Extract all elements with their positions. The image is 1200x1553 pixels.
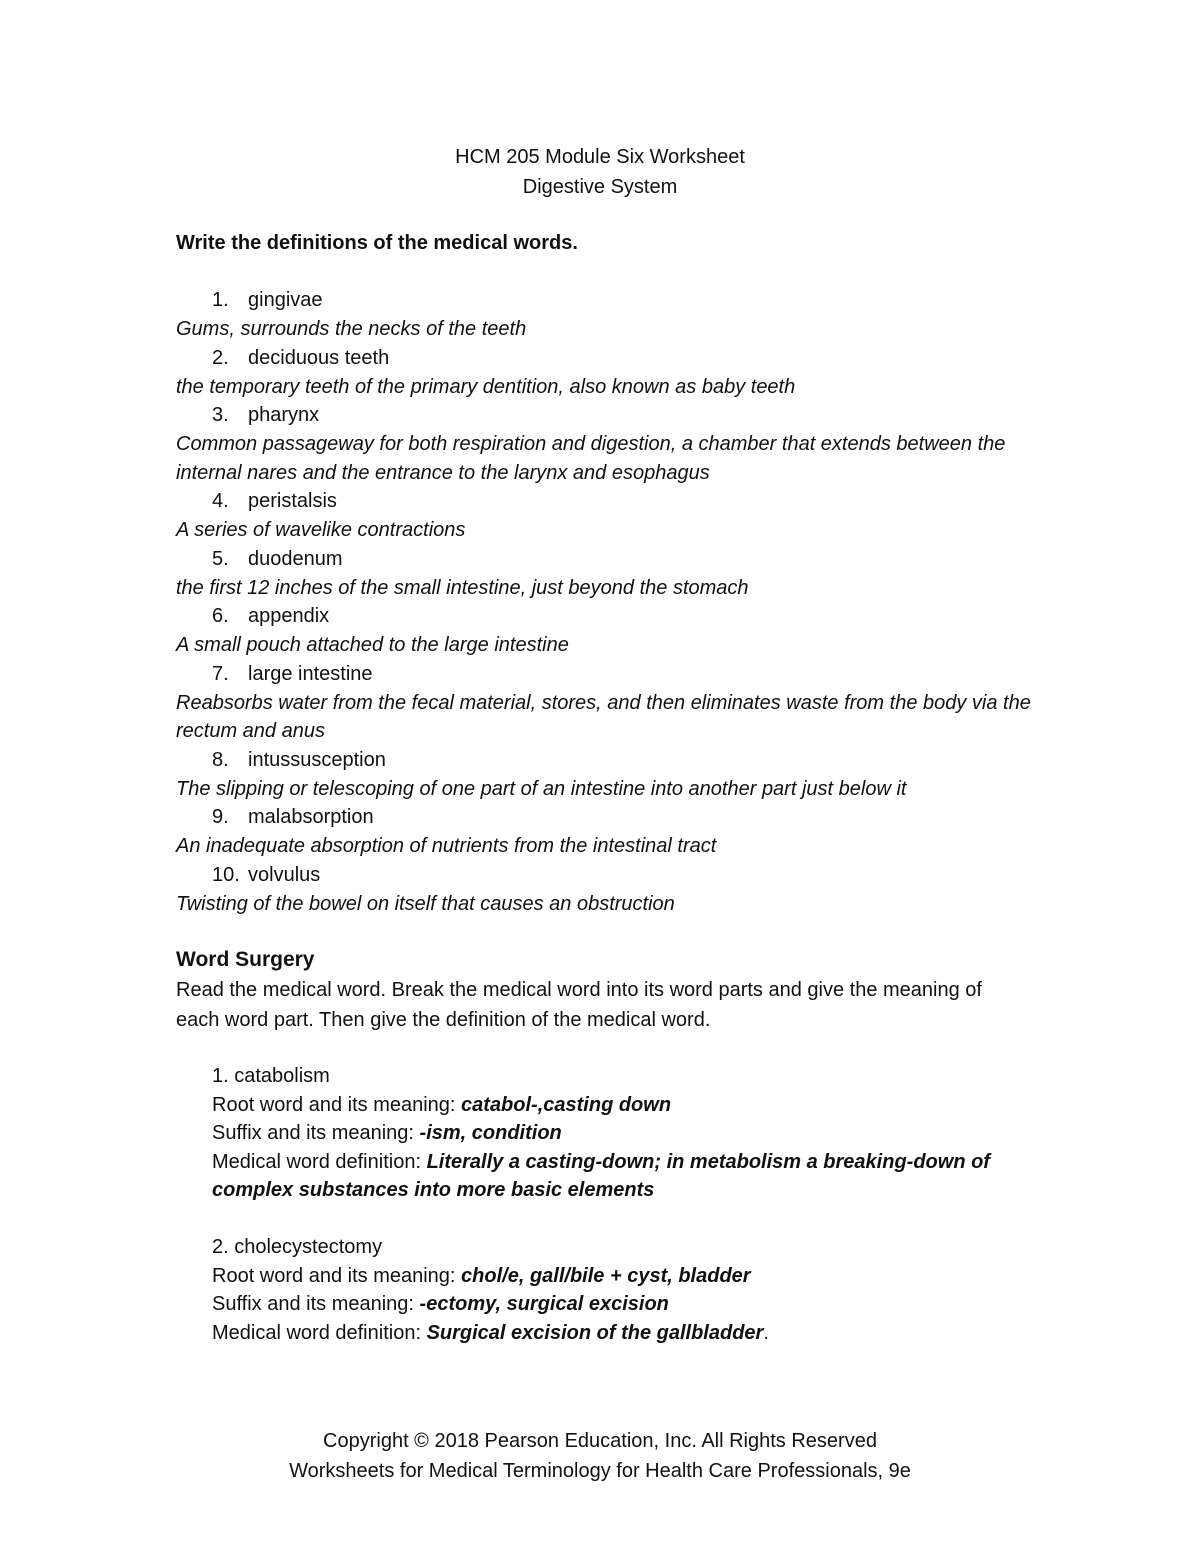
definition-answer: Reabsorbs water from the fecal material, stores, and then eliminates waste from the body via the rectum and anus (176, 691, 1031, 742)
definition-answer: Gums, surrounds the necks of the teeth (176, 318, 527, 340)
definition-answer: An inadequate absorption of nutrients from the intestinal tract (176, 835, 717, 857)
page-subtitle: Digestive System (522, 176, 678, 198)
definition-item (176, 803, 1056, 861)
definition-item (176, 344, 1056, 402)
definition-item (176, 746, 1056, 804)
definition-answer: the temporary teeth of the primary dentition, also known as baby teeth (176, 375, 796, 398)
definition-answer: Common passageway for both respiration and digestion, a chamber that extends between the internal nares and the entrance to the larynx and esophagus (176, 433, 1006, 484)
root-line (212, 1091, 1032, 1120)
term: pharynx (248, 404, 320, 426)
term: gingivae (248, 289, 323, 311)
term-number: 5. (212, 547, 229, 570)
root-label: Root word and its meaning: (212, 1093, 462, 1116)
definition-answer: Literally a casting-down; in metabolism a breaking-down of complex substances into more basic elements (212, 1150, 990, 1201)
term-number: 7. (212, 662, 229, 685)
definition-item (176, 545, 1056, 603)
term-number: 6. (212, 605, 229, 627)
page-title: HCM 205 Module Six Worksheet (455, 146, 745, 168)
definition-item (176, 487, 1056, 545)
definitions-list (176, 286, 1056, 918)
suffix-answer: -ectomy, surgical excision (419, 1293, 669, 1315)
term: peristalsis (248, 490, 337, 512)
term: large intestine (248, 662, 373, 685)
medical-word: 2. cholecystectomy (212, 1236, 383, 1258)
term-number: 3. (212, 404, 229, 426)
term-number: 4. (212, 490, 229, 512)
term: volvulus (248, 863, 321, 886)
term: duodenum (248, 547, 343, 570)
definition-item (176, 602, 1056, 660)
definition-item (176, 286, 1056, 344)
word-surgery-intro: Read the medical word. Break the medical word into its word parts and give the meaning of each word part. Then give the definition of the medical word. (176, 979, 982, 1031)
copyright-line: Copyright © 2018 Pearson Education, Inc. All Rights Reserved (323, 1430, 877, 1452)
suffix-line (212, 1119, 1032, 1148)
term: appendix (248, 605, 330, 627)
definition-item (176, 401, 1056, 487)
root-line (212, 1262, 1032, 1291)
definition-answer: Twisting of the bowel on itself that causes an obstruction (176, 892, 675, 915)
term: intussusception (248, 748, 386, 771)
page-footer (0, 1426, 1200, 1486)
term: deciduous teeth (248, 346, 390, 369)
root-answer: catabol-,casting down (461, 1093, 672, 1116)
suffix-answer: -ism, condition (419, 1122, 562, 1144)
source-line: Worksheets for Medical Terminology for Health Care Professionals, 9e (289, 1460, 911, 1482)
definition-line (212, 1148, 1032, 1205)
definition-label: Medical word definition: (212, 1321, 427, 1344)
word-surgery-item (212, 1233, 1032, 1347)
root-answer: chol/e, gall/bile + cyst, bladder (461, 1264, 751, 1287)
definition-answer: Surgical excision of the gallbladder (426, 1321, 764, 1344)
definition-item (176, 861, 1056, 919)
term: malabsorption (248, 806, 374, 828)
definitions-instruction: Write the definitions of the medical words. (176, 232, 578, 254)
word-surgery-heading: Word Surgery (176, 948, 315, 971)
term-number: 9. (212, 806, 229, 828)
term-number: 1. (212, 289, 229, 311)
medical-word: 1. catabolism (212, 1065, 330, 1087)
definition-label: Medical word definition: (212, 1150, 427, 1173)
term-number: 2. (212, 346, 229, 369)
term-number: 10. (212, 863, 240, 886)
definition-line (212, 1319, 1032, 1348)
definition-answer: A small pouch attached to the large intestine (176, 634, 569, 656)
definition-answer: the first 12 inches of the small intestine, just beyond the stomach (176, 576, 749, 599)
suffix-label: Suffix and its meaning: (212, 1293, 420, 1315)
suffix-line (212, 1290, 1032, 1319)
root-label: Root word and its meaning: (212, 1264, 462, 1287)
definition-answer: The slipping or telescoping of one part of an intestine into another part just below it (176, 777, 907, 800)
definition-tail: . (763, 1321, 769, 1344)
word-surgery-item (212, 1062, 1032, 1205)
definition-answer: A series of wavelike contractions (176, 519, 466, 541)
suffix-label: Suffix and its meaning: (212, 1122, 420, 1144)
title-block (0, 142, 1200, 202)
term-number: 8. (212, 748, 229, 771)
definition-item (176, 660, 1056, 746)
